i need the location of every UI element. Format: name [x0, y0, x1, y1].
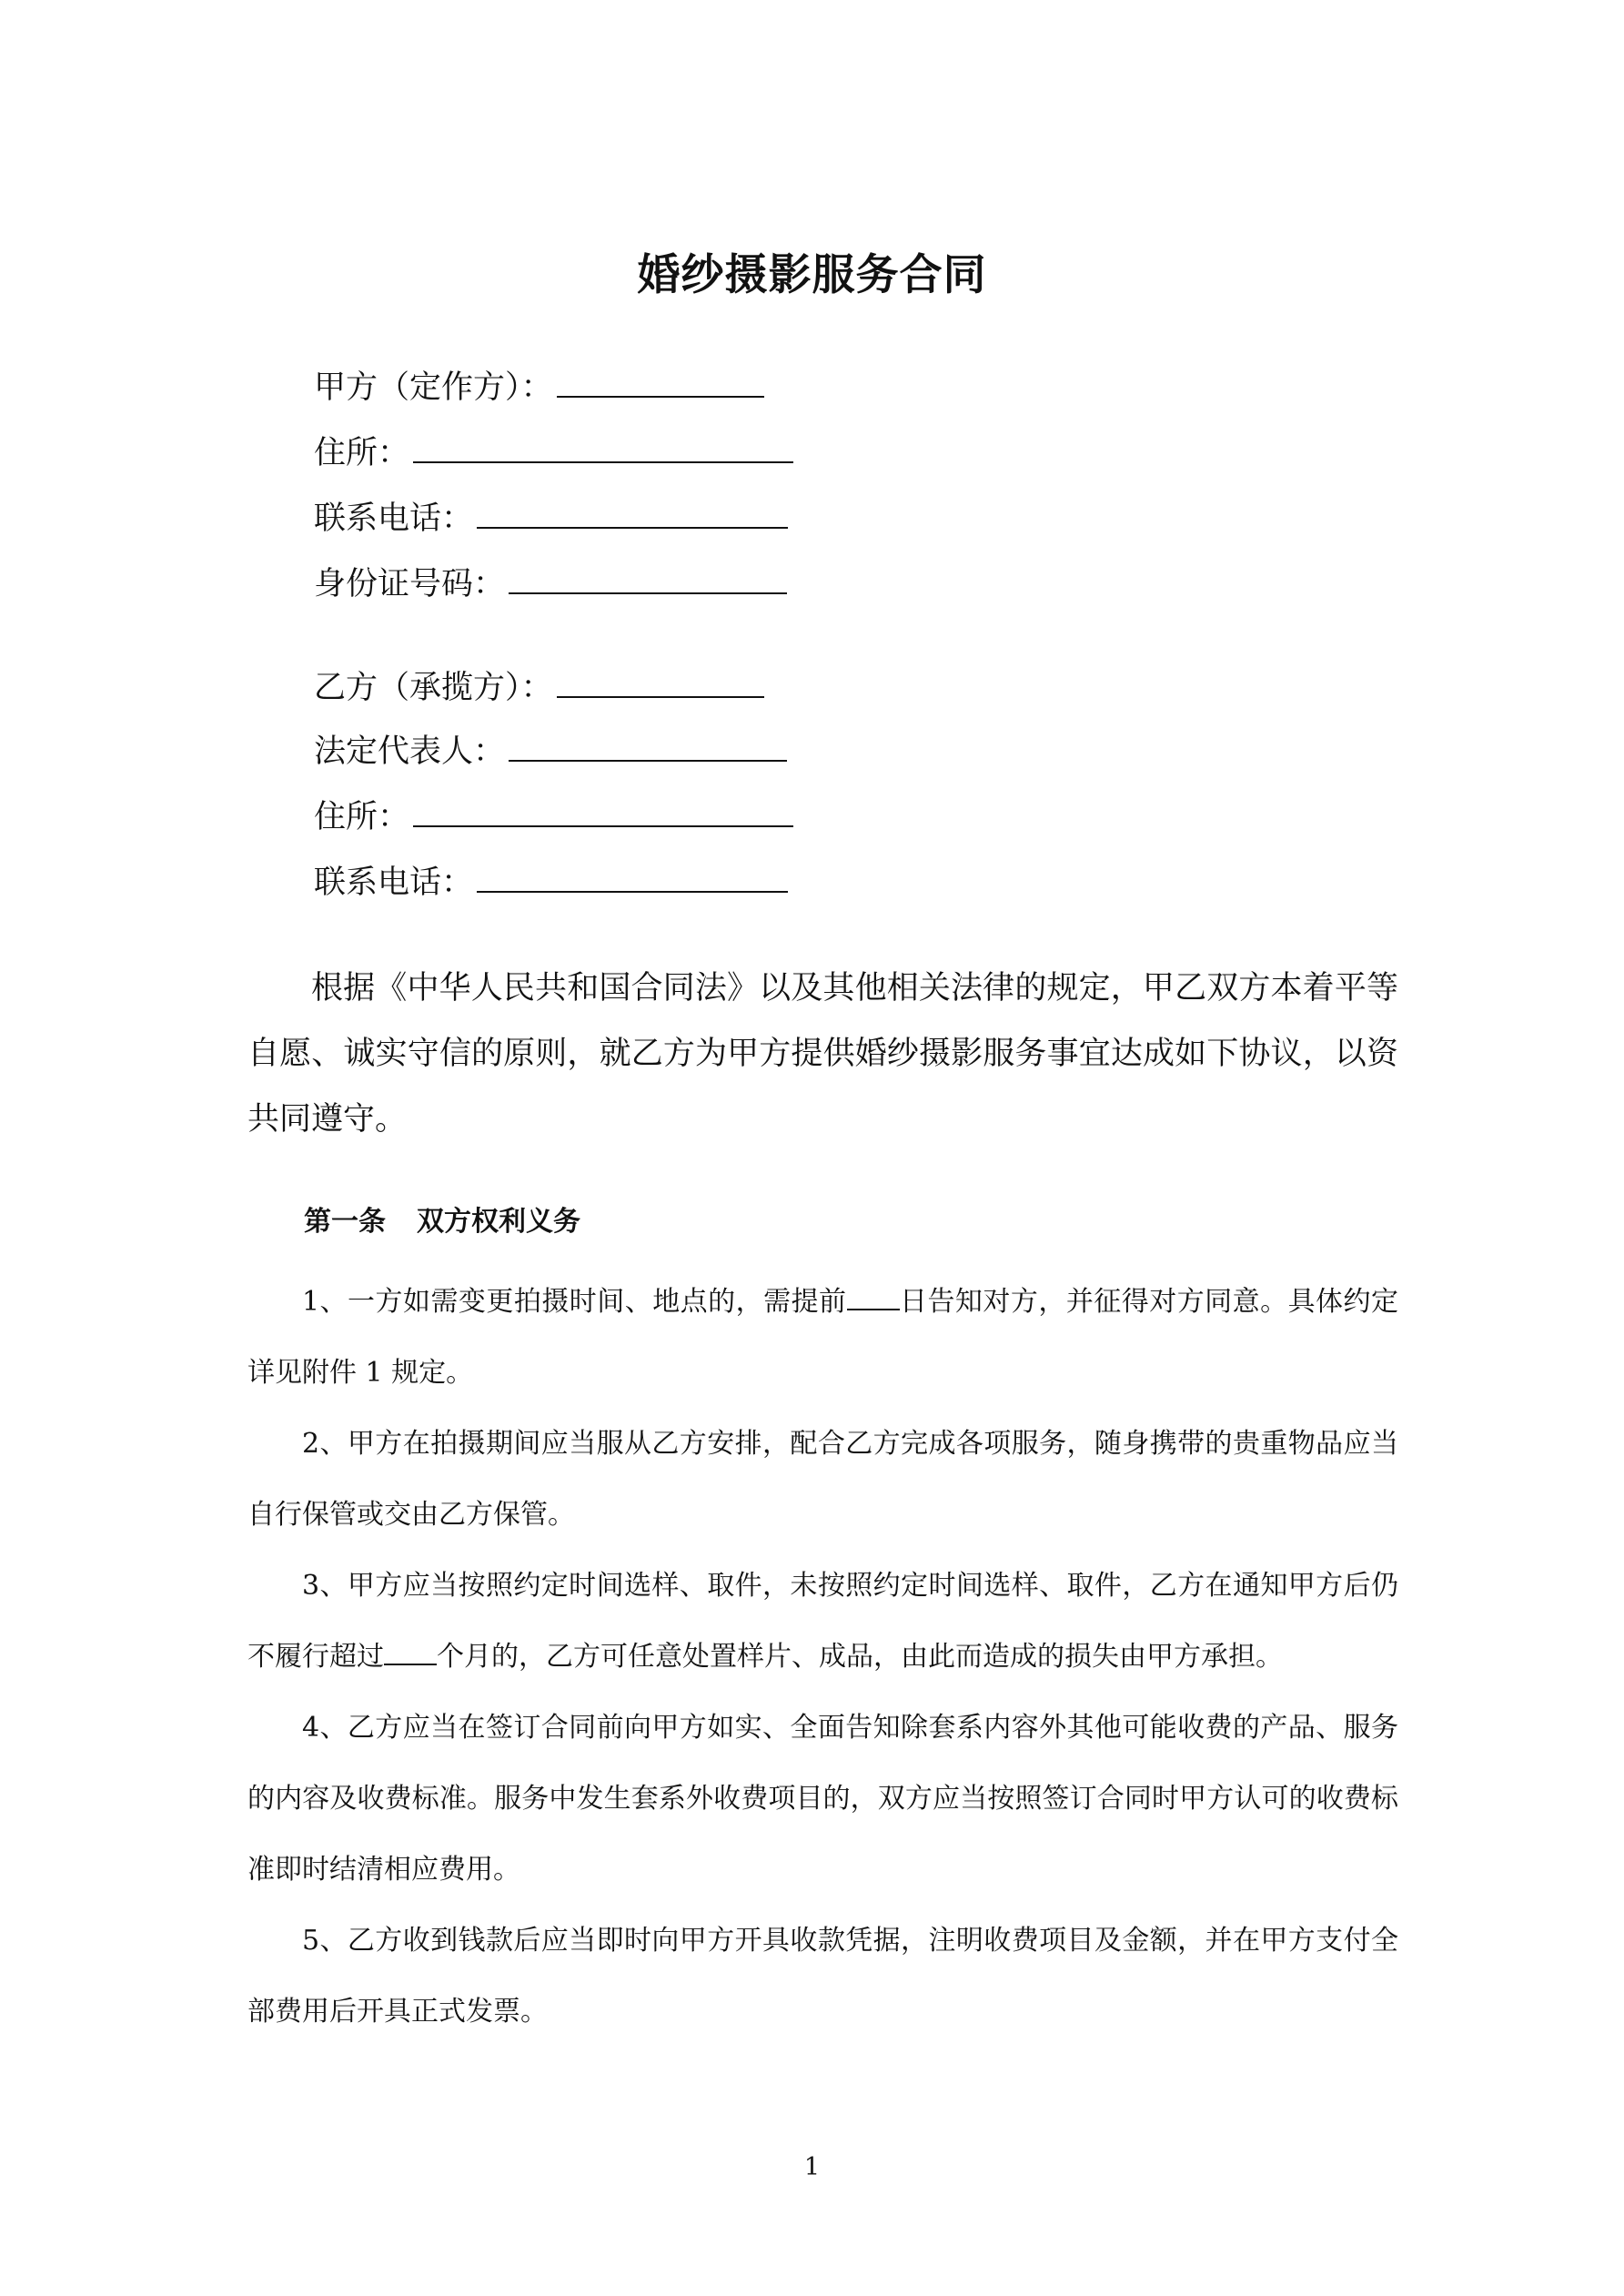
party-a-phone-blank [477, 500, 788, 529]
party-b-legal-rep-field [314, 728, 787, 775]
article-1-title: 双方权利义务 [417, 1206, 580, 1238]
party-b-phone-field [314, 859, 788, 906]
party-b-phone-blank [477, 864, 788, 893]
party-b-label: 乙方（承揽方）： [314, 670, 553, 706]
clause-1-text-before: 1、一方如需变更拍摄时间、地点的，需提前 [302, 1286, 847, 1318]
clause-1 [247, 1267, 1398, 1409]
preamble-paragraph: 根据《中华人民共和国合同法》以及其他相关法律的规定，甲乙双方本着平等自愿、诚实守信的原则，就乙方为甲方提供婚纱摄影服务事宜达成如下协议，以资共同遵守。 [247, 970, 1398, 1138]
clause-3-blank [384, 1642, 437, 1665]
page-number: 1 [803, 2153, 821, 2181]
party-b-legal-rep-label: 法定代表人： [314, 733, 506, 770]
party-b-address-field [314, 794, 793, 841]
party-b-address-label: 住所： [314, 799, 410, 835]
party-a-phone-label: 联系电话： [314, 501, 474, 537]
party-b-blank [557, 669, 764, 698]
party-a-address-blank [413, 434, 793, 463]
clause-4: 4、乙方应当在签订合同前向甲方如实、全面告知除套系内容外其他可能收费的产品、服务的内容及收费标准。服务中发生套系外收费项目的，双方应当按照签订合同时甲方认可的收费标准即时结清相应费用。 [247, 1712, 1398, 1886]
party-a-id-field [314, 561, 787, 608]
party-a-id-label: 身份证号码： [314, 566, 506, 602]
party-a-phone-field [314, 495, 788, 542]
clause-2: 2、甲方在拍摄期间应当服从乙方安排，配合乙方完成各项服务，随身携带的贵重物品应当自行保管或交由乙方保管。 [247, 1428, 1398, 1531]
party-a-address-field [314, 430, 793, 477]
party-a-address-label: 住所： [314, 435, 410, 471]
article-1-number: 第一条 [304, 1206, 386, 1238]
party-b-field [314, 664, 764, 712]
clause-1-text-after: 日告知对方，并征得对方同意。具体约定详见附件 1 规定。 [247, 1286, 1398, 1389]
party-b-phone-label: 联系电话： [314, 865, 474, 901]
party-b-legal-rep-blank [509, 733, 787, 762]
clause-3-text-after: 个月的，乙方可任意处置样片、成品，由此而造成的损失由甲方承担。 [437, 1641, 1283, 1673]
clause-1-blank [847, 1287, 900, 1310]
party-a-id-blank [509, 565, 787, 594]
clause-3-text-before: 3、甲方应当按照约定时间选样、取件，未按照约定时间选样、取件，乙方在通知甲方后仍不履行超过 [247, 1570, 1398, 1673]
article-1-heading [304, 1202, 580, 1242]
document-title: 婚纱摄影服务合同 [637, 250, 987, 300]
party-a-blank [557, 369, 764, 398]
clause-5: 5、乙方收到钱款后应当即时向甲方开具收款凭据，注明收费项目及金额，并在甲方支付全部费用后开具正式发票。 [247, 1925, 1398, 2028]
party-b-address-blank [413, 798, 793, 827]
party-a-field [314, 364, 764, 411]
party-a-label: 甲方（定作方）： [314, 369, 553, 406]
clause-3 [247, 1551, 1398, 1693]
